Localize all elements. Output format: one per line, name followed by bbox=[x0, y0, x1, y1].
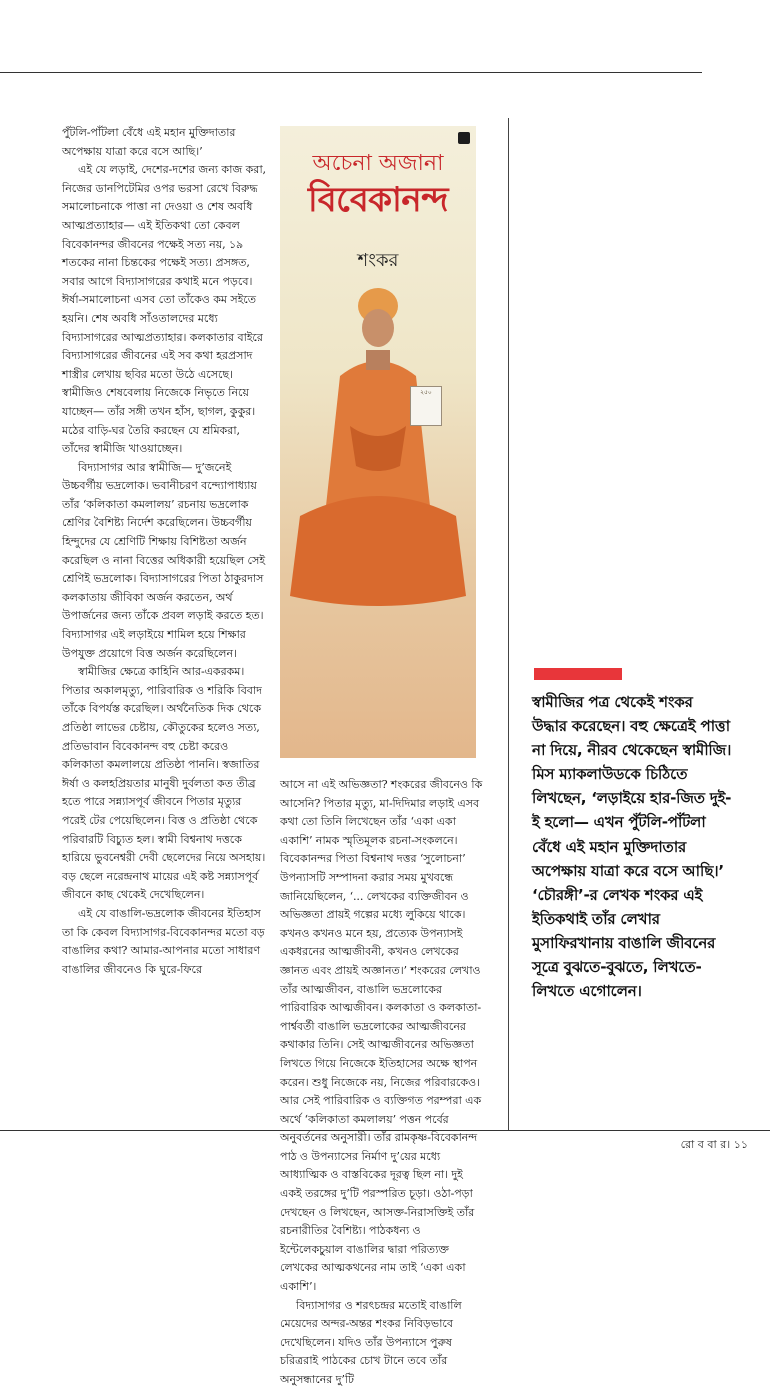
robe-torso bbox=[326, 361, 430, 506]
seated-monk-illustration bbox=[280, 266, 476, 758]
article-column-2 bbox=[280, 776, 484, 1390]
publisher-logo-icon bbox=[458, 132, 470, 144]
robe-lap bbox=[290, 496, 466, 606]
article-column-1 bbox=[62, 124, 266, 979]
paragraph: বিদ্যাসাগর আর স্বামীজি— দু’জনেই উচ্চবর্গীয় ভদ্রলোক। ভবানীচরণ বন্দ্যোপাধ্যায় তাঁর ‘কলিকাতা কমলালয়’ রচনায় ভদ্রলোক শ্রেণির বৈশিষ্ট্য নির্দেশ করেছিলেন। উচ্চবর্গীয় হিন্দুদের যে শ্রেণিটি শিক্ষায় বিশিষ্টতা অর্জন করেছিল ও নানা বিত্তের অধিকারী হয়েছিল সেই শ্রেণিই ভদ্রলোক। বিদ্যাসাগরের পিতা ঠাকুরদাস কলকাতায় জীবিকা অর্জন করতেন, অর্থ উপার্জনের জন্য তাঁকে প্রবল লড়াই করতে হত। বিদ্যাসাগর এই লড়াইয়ে শামিল হয়ে শিক্ষার উপযুক্ত প্রয়োগে বিত্ত অর্জন করেছিলেন। bbox=[62, 460, 265, 660]
bottom-rule bbox=[0, 1130, 770, 1131]
cover-title-line2: বিবেকানন্দ bbox=[308, 180, 448, 220]
cover-author: শংকর bbox=[357, 250, 399, 271]
page-footer: রো ব বা র। ১১ bbox=[680, 1138, 748, 1151]
price-sticker: ২৫০ bbox=[410, 386, 442, 426]
top-rule bbox=[0, 72, 702, 73]
paragraph: স্বামীজির ক্ষেত্রে কাহিনি আর-একরকম। পিতার অকালমৃত্যু, পারিবারিক ও শরিকি বিবাদ তাঁকে বিপর্যস্ত করেছিল। অর্থনৈতিক দিক থেকে প্রতিষ্ঠা লাভের চেষ্টায়, কৌতুকের হলেও সত্য, প্রতিভাবান বিবেকানন্দ বহু চেষ্টা করেও কলিকাতা কমলালয়ে প্রতিষ্ঠা পাননি। স্বজাতির ঈর্ষা ও কলহপ্রিয়তার মানুষী দুর্বলতা কত তীব্র হতে পারে সন্ন্যাসপূর্ব জীবনে পিতার মৃত্যুর পরেই টের পেয়েছিলেন। বিত্ত ও প্রতিষ্ঠা থেকে পরিবারটি বিচ্যুত হল। স্বামী বিশ্বনাথ দত্তকে হারিয়ে ভুবনেশ্বরী দেবী ছেলেদের নিয়ে অসহায়। বড় ছেলে নরেন্দ্রনাথ মায়ের এই কষ্ট সন্ন্যাসপূর্ব জীবনে কাছ থেকেই দেখেছিলেন। bbox=[62, 665, 266, 902]
pullquote-text: স্বামীজির পত্র থেকেই শংকর উদ্ধার করেছেন। বহু ক্ষেত্রেই পাত্তা না দিয়ে, নীরব থেকেছেন স্বামীজি। মিস ম্যাকলাউডকে চিঠিতে লিখছেন, ‘লড়াইয়ে হার-জিত দুই-ই হলো— এখন পুঁটলি-পাঁটলা বেঁধে এই মহান মুক্তিদাতার অপেক্ষায় যাত্রা করে বসে আছি।’ ‘চৌরঙ্গী’-র লেখক শংকর এই ইতিকথাই তাঁর লেখার মুসাফিরখানায় বাঙালি জীবনের সূত্রে বুঝতে-বুঝতে, লিখতে-লিখতে এগোলেন। bbox=[532, 693, 732, 1001]
cover-title-line1: অচেনা অজানা bbox=[312, 151, 444, 176]
paragraph: এই যে বাঙালি-ভদ্রলোক জীবনের ইতিহাস তা কি কেবল বিদ্যাসাগর-বিবেকানন্দর মতো বড় বাঙালির কথা? আমার-আপনার মতো সাধারণ বাঙালির জীবনেও কি ঘুরে-ফিরে bbox=[62, 906, 265, 976]
paragraph: পুঁটলি-পাঁটলা বেঁধে এই মহান মুক্তিদাতার অপেক্ষায় যাত্রা করে বসে আছি।’ bbox=[62, 126, 236, 158]
book-cover bbox=[280, 126, 476, 758]
column-divider bbox=[508, 118, 509, 1130]
pullquote-accent-bar bbox=[534, 668, 622, 680]
face bbox=[362, 309, 394, 347]
paragraph: এই যে লড়াই, দেশের-দশের জন্য কাজ করা, নিজের ডানপিটেমির ওপর ভরসা রেখে বিরুদ্ধ সমালোচনাকে পাত্তা না দেওয়া ও শেষ অবধি আত্মপ্রত্যাহার— এই ইতিকথা তো কেবল বিবেকানন্দর জীবনের পক্ষেই সত্য নয়, ১৯ শতকের নানা চিন্তকের পক্ষেই সত্য। প্রসঙ্গত, সবার আগে বিদ্যাসাগরের কথাই মনে পড়বে। ঈর্ষা-সমালোচনা এসব তো তাঁকেও কম সইতে হয়নি। শেষ অবধি সাঁওতালদের মধ্যে বিদ্যাসাগরের আত্মপ্রত্যাহার। কলকাতার বাইরে বিদ্যাসাগরের জীবনের এই সব কথা হরপ্রসাদ শাস্ত্রীর লেখায় ছবির মতো উঠে এসেছে। স্বামীজিও শেষবেলায় নিজেকে নিভৃতে নিয়ে যাচ্ছেন— তাঁর সঙ্গী তখন হাঁস, ছাগল, কুকুর। মঠের বাড়ি-ঘর তৈরি করছেন যে শ্রমিকরা, তাঁদের স্বামীজি খাওয়াচ্ছেন। bbox=[62, 163, 266, 456]
paragraph: বিদ্যাসাগর ও শরৎচন্দ্রর মতোই বাঙালি মেয়েদের অন্দর-অন্তর শংকর নিবিড়ভাবে দেখেছিলেন। যদিও তাঁর উপন্যাসে পুরুষ চরিত্ররাই পাঠকের চোখ টানে তবে তাঁর অনুসন্ধানের দু’টি bbox=[280, 1298, 462, 1386]
paragraph: আসে না এই অভিজ্ঞতা? শংকরের জীবনেও কি আসেনি? পিতার মৃত্যু, মা-দিদিমার লড়াই এসব কথা তো তিনি লিখেছেন তাঁর ‘একা একা একাশি’ নামক স্মৃতিমূলক রচনা-সংকলনে। বিবেকানন্দর পিতা বিশ্বনাথ দত্তর ‘সুলোচনা’ উপন্যাসটি সম্পাদনা করার সময় মুখবন্ধে জানিয়েছিলেন, ‘... লেখকের ব্যক্তিজীবন ও অভিজ্ঞতা প্রায়ই গল্পের মধ্যে লুকিয়ে থাকে। কখনও কখনও মনে হয়, প্রত্যেক উপন্যাসই একধরনের আত্মজীবনী, কখনও লেখকের জ্ঞানত এবং প্রায়ই অজ্ঞানত।’ শংকরের লেখাও তাঁর আত্মজীবন, বাঙালি ভদ্রলোকের পারিবারিক আত্মজীবন। কলকাতা ও কলকাতা-পার্শ্ববর্তী বাঙালি ভদ্রলোকের আত্মজীবনের কথাকার তিনি। সেই আত্মজীবনের অভিজ্ঞতা লিখতে গিয়ে নিজেকে ইতিহাসের অক্ষে স্থাপন করেন। শুধু নিজেকে নয়, নিজের পরিবারকেও। আর সেই পারিবারিক ও ব্যক্তিগত পরম্পরা এক অর্থে ‘কলিকাতা কমলালয়’ পত্তন পর্বের অনুবর্তনের অনুসারী। তাঁর রামকৃষ্ণ-বিবেকানন্দ পাঠ ও উপন্যাসের নির্মাণ দু’য়ের মধ্যে আধ্যাত্মিক ও বাস্তবিকের দূরত্ব ছিল না। দুই একই তরঙ্গের দু’টি পরস্পরিত চূড়া। ওঠা-পড়া দেখছেন ও লিখছেন, আসক্ত-নিরাসক্তিই তাঁর রচনারীতির বৈশিষ্ট্য। পাঠকধন্য ও ইন্টেলেকচুয়াল বাঙালির দ্বারা পরিত্যক্ত লেখকের আত্মকথনের নাম তাই ‘একা একা একাশি’। bbox=[280, 778, 483, 1294]
pullquote bbox=[532, 690, 732, 1003]
neck bbox=[366, 350, 390, 370]
